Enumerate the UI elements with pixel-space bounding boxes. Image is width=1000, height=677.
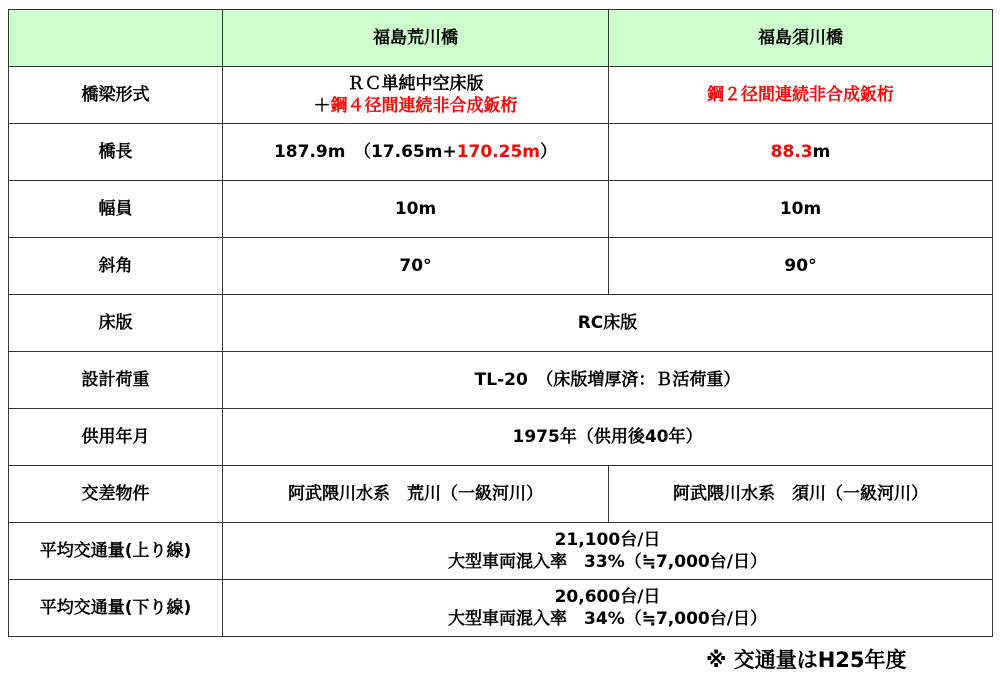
row-design-load [9, 352, 993, 409]
arakawa-form-plus: ＋ [313, 96, 331, 116]
cell-sukawa-length [609, 124, 993, 181]
label-traffic-down: 平均交通量(下り線) [9, 580, 223, 637]
bridge-spec-table [8, 9, 993, 637]
header-row [9, 10, 993, 67]
cell-arakawa-form [223, 67, 609, 124]
cell-sukawa-crossing: 阿武隈川水系 須川（一級河川） [609, 466, 993, 523]
header-sukawa: 福島須川橋 [609, 10, 993, 67]
cell-arakawa-length [223, 124, 609, 181]
arakawa-form-steel: 鋼４径間連続非合成鈑桁 [330, 96, 518, 116]
cell-sukawa-width: 10m [609, 181, 993, 238]
footnote-traffic-year: ※ 交通量はH25年度 [706, 648, 907, 672]
sukawa-length-unit: m [812, 142, 831, 162]
arakawa-length-steel: 170.25m [456, 142, 541, 162]
row-traffic-down [9, 580, 993, 637]
cell-arakawa-crossing: 阿武隈川水系 荒川（一級河川） [223, 466, 609, 523]
cell-traffic-up [223, 523, 993, 580]
cell-sukawa-form: 鋼２径間連続非合成鈑桁 [609, 67, 993, 124]
row-opened [9, 409, 993, 466]
row-deck [9, 295, 993, 352]
label-bridge-form: 橋梁形式 [9, 67, 223, 124]
label-width: 幅員 [9, 181, 223, 238]
label-traffic-up: 平均交通量(上り線) [9, 523, 223, 580]
cell-sukawa-skew: 90° [609, 238, 993, 295]
cell-traffic-down [223, 580, 993, 637]
arakawa-length-main: 187.9m （17.65m+ [273, 142, 457, 162]
sukawa-length-value: 88.3 [770, 142, 813, 162]
row-traffic-up [9, 523, 993, 580]
label-skew: 斜角 [9, 238, 223, 295]
label-crossing: 交差物件 [9, 466, 223, 523]
arakawa-form-line1: ＲＣ単純中空床版 [347, 74, 484, 94]
cell-design-load: TL-20 （床版増厚済：Ｂ活荷重） [223, 352, 993, 409]
row-length [9, 124, 993, 181]
label-length: 橋長 [9, 124, 223, 181]
traffic-up-volume: 21,100台/日 [554, 530, 661, 550]
header-arakawa: 福島荒川橋 [223, 10, 609, 67]
traffic-up-heavy: 大型車両混入率 33%（≒7,000台/日） [448, 552, 767, 572]
cell-arakawa-skew: 70° [223, 238, 609, 295]
traffic-down-volume: 20,600台/日 [554, 587, 661, 607]
label-opened: 供用年月 [9, 409, 223, 466]
cell-deck: RC床版 [223, 295, 993, 352]
traffic-down-heavy: 大型車両混入率 34%（≒7,000台/日） [448, 609, 767, 629]
cell-arakawa-width: 10m [223, 181, 609, 238]
header-empty-cell [9, 10, 223, 67]
row-crossing [9, 466, 993, 523]
label-deck: 床版 [9, 295, 223, 352]
row-width [9, 181, 993, 238]
arakawa-form-line2 [227, 95, 604, 117]
row-bridge-form [9, 67, 993, 124]
label-design-load: 設計荷重 [9, 352, 223, 409]
cell-opened: 1975年（供用後40年） [223, 409, 993, 466]
arakawa-length-close: ） [540, 142, 558, 162]
row-skew [9, 238, 993, 295]
